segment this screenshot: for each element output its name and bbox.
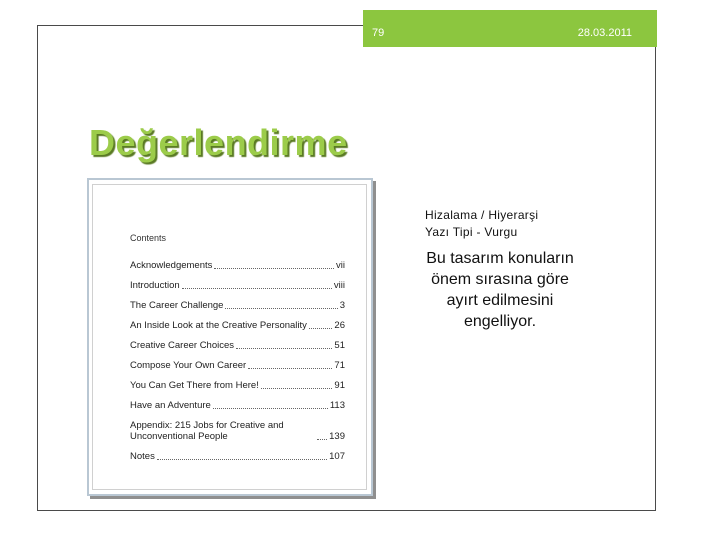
slide-date: 28.03.2011 bbox=[577, 27, 632, 39]
contents-item-title: An Inside Look at the Creative Personality bbox=[130, 320, 307, 331]
leader-dots bbox=[261, 388, 333, 389]
contents-page-image bbox=[87, 178, 373, 496]
contents-item-title: The Career Challenge bbox=[130, 300, 224, 311]
leader-dots bbox=[248, 368, 332, 369]
contents-list bbox=[130, 251, 345, 462]
contents-item bbox=[130, 251, 345, 271]
contents-item-page: 113 bbox=[329, 400, 345, 411]
contents-item-page: 71 bbox=[334, 360, 345, 371]
contents-item-page: 139 bbox=[329, 431, 345, 442]
leader-dots bbox=[157, 459, 327, 460]
contents-item-title: Creative Career Choices bbox=[130, 340, 235, 351]
leader-dots bbox=[225, 308, 337, 309]
criteria-line-alignment: Hizalama / Hiyerarşi bbox=[425, 208, 539, 222]
criteria-line-typeface: Yazı Tipi - Vurgu bbox=[425, 225, 518, 239]
contents-item bbox=[130, 351, 345, 371]
contents-item bbox=[130, 311, 345, 331]
contents-item-page: 26 bbox=[334, 320, 345, 331]
leader-dots bbox=[213, 408, 328, 409]
contents-item-title: Have an Adventure bbox=[130, 400, 211, 411]
contents-item-title: Introduction bbox=[130, 280, 180, 291]
slide-title: Değerlendirme bbox=[89, 122, 348, 163]
contents-item-title: Acknowledgements bbox=[130, 260, 213, 271]
contents-item-page: viii bbox=[333, 280, 345, 291]
contents-item-page: 3 bbox=[339, 300, 345, 311]
leader-dots bbox=[317, 439, 327, 440]
contents-page-sheet bbox=[92, 184, 367, 490]
contents-item bbox=[130, 331, 345, 351]
contents-item-title: Appendix: 215 Jobs for Creative and Unconventional People bbox=[130, 420, 284, 442]
leader-dots bbox=[214, 268, 334, 269]
contents-item-title: You Can Get There from Here! bbox=[130, 380, 259, 391]
leader-dots bbox=[309, 328, 333, 329]
leader-dots bbox=[182, 288, 332, 289]
evaluation-text: Bu tasarım konuların önem sırasına göre ayırt edilmesini engelliyor. bbox=[426, 250, 574, 330]
contents-item bbox=[130, 411, 345, 442]
contents-item bbox=[130, 442, 345, 462]
contents-item bbox=[130, 391, 345, 411]
contents-heading: Contents bbox=[130, 233, 167, 243]
criteria-note bbox=[425, 207, 538, 241]
contents-item bbox=[130, 271, 345, 291]
slide-number: 79 bbox=[372, 27, 385, 39]
contents-item-title: Notes bbox=[130, 451, 155, 462]
contents-item-page: 91 bbox=[334, 380, 345, 391]
contents-item bbox=[130, 371, 345, 391]
contents-item-title: Compose Your Own Career bbox=[130, 360, 247, 371]
leader-dots bbox=[236, 348, 332, 349]
contents-item-page: vii bbox=[336, 260, 345, 271]
contents-item-page: 107 bbox=[329, 451, 345, 462]
contents-item-page: 51 bbox=[334, 340, 345, 351]
contents-item bbox=[130, 291, 345, 311]
